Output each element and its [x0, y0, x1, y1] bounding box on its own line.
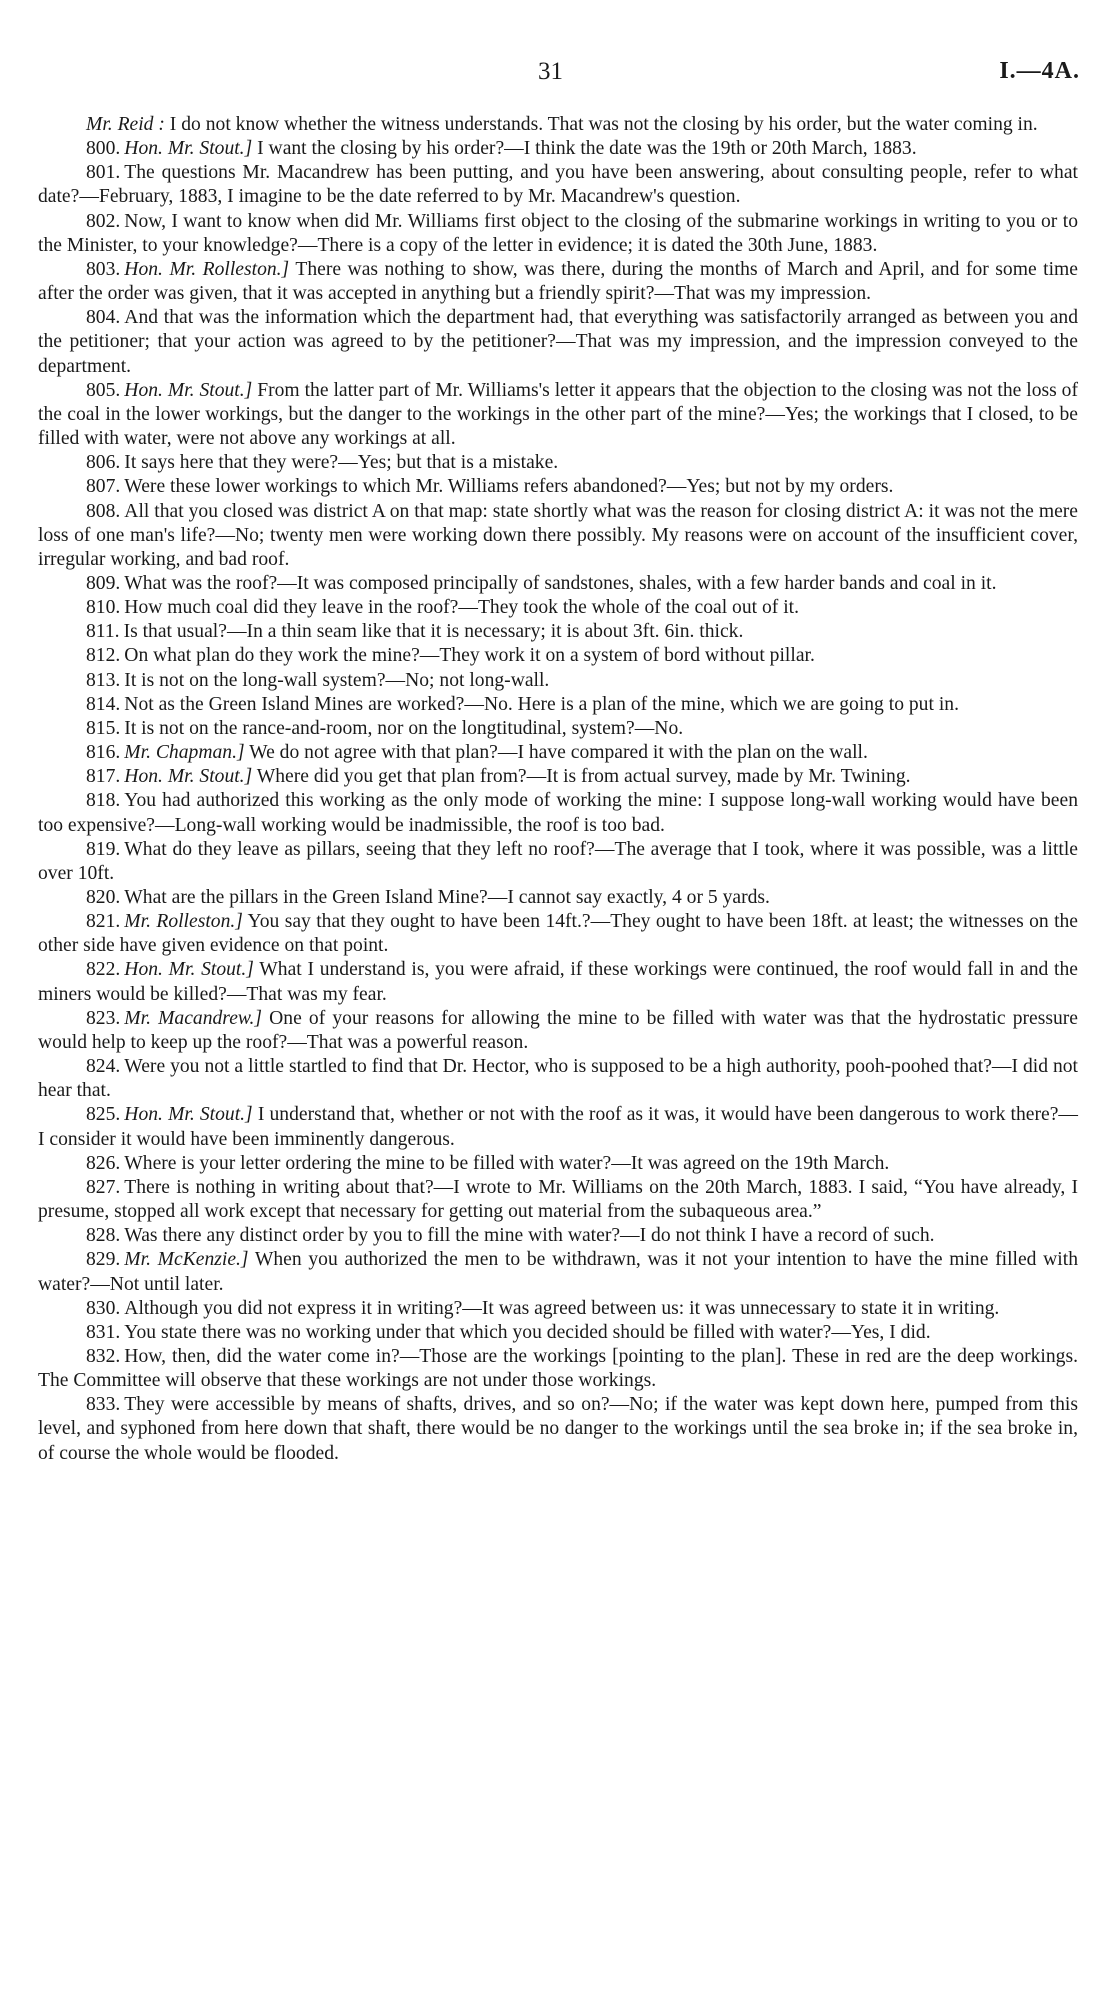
question-paragraph — [38, 258, 1078, 306]
question-number: 828. — [86, 1225, 121, 1247]
question-paragraph — [38, 500, 1078, 572]
page-number: 31 — [538, 58, 563, 85]
speaker-name: Mr. Rolleston.] — [124, 911, 243, 933]
question-paragraph — [38, 1224, 1078, 1248]
question-paragraph — [38, 1248, 1078, 1296]
question-number: 808. — [86, 500, 121, 522]
question-number: 813. — [86, 669, 121, 691]
paragraph-text: Is that usual?—In a thin seam like that it is necessary; it is about 3ft. 6in. thick. — [123, 621, 744, 643]
question-paragraph — [38, 644, 1078, 668]
paragraph-text: You say that they ought to have been 14ft.?—They ought to have been 18ft. at least; the witnesses on the other side have given evidence on that point. — [38, 911, 1079, 957]
paragraph-text: There was nothing to show, was there, during the months of March and April, and for some time after the order was given, that it was accepted in anything but a friendly spirit?—That was my impression. — [38, 258, 1078, 305]
paragraph-text: From the latter part of Mr. Williams's letter it appears that the objection to the closing was not the loss of the coal in the lower workings, but the danger to the workings in the other part of the mine?—Yes; the workings that I closed, to be filled with water, were not above any workings at all. — [38, 379, 1078, 450]
question-number: 832. — [86, 1345, 121, 1367]
question-number: 824. — [86, 1056, 121, 1078]
paragraph-text: The questions Mr. Macandrew has been putting, and you have been answering, about consulting people, refer to what date?—February, 1883, I imagine to be the date referred to by Mr. Macandrew's question. — [38, 162, 1078, 208]
paragraph-text: What are the pillars in the Green Island Mine?—I cannot say exactly, 4 or 5 yards. — [124, 887, 770, 908]
speaker-name: Mr. Macandrew.] — [124, 1007, 263, 1029]
question-number: 814. — [86, 693, 121, 715]
question-number: 805. — [86, 379, 121, 401]
paragraph-text: Were you not a little startled to find that Dr. Hector, who is supposed to be a high authority, pooh-poohed that?—I did not hear that. — [38, 1056, 1078, 1102]
question-paragraph — [38, 379, 1078, 451]
question-number: 817. — [86, 766, 121, 788]
question-number: 802. — [86, 210, 121, 232]
paragraph-text: It is not on the long-wall system?—No; not long-wall. — [124, 669, 550, 691]
page-header — [0, 58, 1114, 92]
question-paragraph — [38, 475, 1078, 499]
paragraph-text: And that was the information which the department had, that everything was satisfactorily arranged as between you and the petitioner; that your action was agreed to by the petitioner?—That was my impression, and the impression conveyed to the department. — [38, 307, 1078, 377]
question-number: 833. — [86, 1394, 121, 1416]
question-paragraph — [38, 1297, 1078, 1321]
question-number: 809. — [86, 572, 121, 594]
page-reference: I.—4A. — [999, 58, 1080, 84]
question-number: 830. — [86, 1297, 121, 1319]
paragraph-text: Where is your letter ordering the mine to be filled with water?—It was agreed on the 19th March. — [124, 1152, 890, 1174]
paragraph-text: I do not know whether the witness understands. That was not the closing by his order, but the water coming in. — [164, 114, 1038, 135]
question-paragraph — [38, 451, 1078, 475]
paragraph-text: One of your reasons for allowing the mine to be filled with water was that the hydrostatic pressure would help to keep up the roof?—That was a powerful reason. — [38, 1007, 1078, 1053]
paragraph-text: It is not on the rance-and-room, nor on the longtitudinal, system?—No. — [124, 717, 684, 739]
paragraph-text: What do they leave as pillars, seeing that they left no roof?—The average that I took, where it was possible, was a little over 10ft. — [38, 838, 1078, 884]
question-paragraph — [38, 1176, 1078, 1224]
question-paragraph — [38, 210, 1078, 258]
question-paragraph — [38, 1007, 1078, 1055]
question-number: 803. — [86, 258, 121, 280]
paragraph-text: I want the closing by his order?—I think the date was the 19th or 20th March, 1883. — [252, 138, 917, 160]
question-paragraph — [38, 161, 1078, 209]
question-number: 800. — [86, 138, 121, 160]
paragraph-text: They were accessible by means of shafts, drives, and so on?—No; if the water was kept down here, pumped from this level, and syphoned from here down that shaft, there would be no danger to the workings until the sea broke in; if the sea broke in, of course the whole would be flooded. — [38, 1394, 1078, 1464]
question-paragraph — [38, 741, 1078, 765]
question-paragraph — [38, 1393, 1078, 1465]
question-paragraph — [38, 1152, 1078, 1176]
paragraph-text: Although you did not express it in writing?—It was agreed between us: it was unnecessary to state it in writing. — [124, 1297, 1000, 1319]
paragraph-text: There is nothing in writing about that?—I wrote to Mr. Williams on the 20th March, 1883. I said, “You have already, I presume, stopped all work except that necessary for getting out material from the subaqueous area.” — [38, 1176, 1078, 1223]
speaker-name: Hon. Mr. Stout.] — [124, 1104, 253, 1126]
question-paragraph — [38, 958, 1078, 1006]
paragraph-text: You state there was no working under that which you decided should be filled with water?—Yes, I did. — [124, 1321, 931, 1343]
paragraph-text: All that you closed was district A on that map: state shortly what was the reason for closing district A: it was not the mere loss of one man's life?—No; twenty men were working down there possibly. My reasons were on account of the insufficient cover, irregular working, and bad roof. — [38, 500, 1078, 570]
question-number: 806. — [86, 452, 121, 474]
question-paragraph — [38, 910, 1078, 958]
question-number: 818. — [86, 790, 121, 812]
question-number: 816. — [86, 742, 121, 764]
speaker-name: Hon. Mr. Stout.] — [124, 766, 253, 788]
paragraph-text: You had authorized this working as the only mode of working the mine: I suppose long-wall working would have been too expensive?—Long-wall working would be inadmissible, the roof is too bad. — [38, 790, 1078, 836]
paragraph-text: It says here that they were?—Yes; but that is a mistake. — [124, 452, 559, 474]
question-paragraph — [38, 137, 1078, 161]
question-number: 821. — [86, 911, 121, 933]
question-number: 822. — [86, 959, 121, 981]
question-number: 825. — [86, 1104, 121, 1126]
question-paragraph — [38, 765, 1078, 789]
paragraph-text: How much coal did they leave in the roof?—They took the whole of the coal out of it. — [124, 597, 799, 619]
evidence-text — [38, 113, 1078, 1466]
question-number: 820. — [86, 887, 121, 908]
question-number: 826. — [86, 1152, 121, 1174]
question-paragraph — [38, 1055, 1078, 1103]
paragraph-text: Now, I want to know when did Mr. Williams first object to the closing of the submarine workings in writing to you or to the Minister, to your knowledge?—There is a copy of the letter in evidence; it is dated the 30th June, 1883. — [38, 210, 1078, 256]
paragraph-text: I understand that, whether or not with the roof as it was, it would have been dangerous to work there?—I consider it would have been imminently dangerous. — [38, 1104, 1078, 1150]
question-number: 801. — [86, 162, 121, 184]
question-paragraph — [38, 1103, 1078, 1151]
question-number: 811. — [86, 621, 120, 643]
question-paragraph — [38, 596, 1078, 620]
speaker-name: Hon. Mr. Stout.] — [124, 138, 253, 160]
question-number: 812. — [86, 645, 121, 667]
speaker-name: Mr. Chapman.] — [124, 742, 245, 764]
question-paragraph — [38, 572, 1078, 596]
paragraph-text: Were these lower workings to which Mr. Williams refers abandoned?—Yes; but not by my orders. — [124, 476, 894, 498]
question-paragraph — [38, 306, 1078, 378]
question-paragraph — [38, 886, 1078, 910]
paragraph-text: When you authorized the men to be withdrawn, was it not your intention to have the mine filled with water?—Not until later. — [38, 1249, 1078, 1295]
question-paragraph — [38, 717, 1078, 741]
question-paragraph — [38, 1321, 1078, 1345]
paragraph-text: Where did you get that plan from?—It is from actual survey, made by Mr. Twining. — [252, 766, 911, 788]
speaker-name: Hon. Mr. Stout.] — [124, 959, 254, 981]
speaker-name: Hon. Mr. Stout.] — [124, 379, 253, 401]
question-paragraph — [38, 693, 1078, 717]
question-paragraph — [38, 113, 1078, 137]
paragraph-text: Was there any distinct order by you to fill the mine with water?—I do not think I have a record of such. — [124, 1225, 935, 1247]
speaker-name: Mr. Reid : — [86, 114, 165, 135]
question-paragraph — [38, 838, 1078, 886]
paragraph-text: What I understand is, you were afraid, if these workings were continued, the roof would fall in and the miners would be killed?—That was my fear. — [38, 959, 1078, 1005]
question-number: 831. — [86, 1321, 121, 1343]
question-number: 804. — [86, 307, 121, 329]
question-number: 827. — [86, 1176, 121, 1198]
question-number: 815. — [86, 717, 121, 739]
question-paragraph — [38, 1345, 1078, 1393]
question-paragraph — [38, 789, 1078, 837]
paragraph-text: We do not agree with that plan?—I have compared it with the plan on the wall. — [244, 742, 868, 764]
speaker-name: Mr. McKenzie.] — [124, 1249, 249, 1271]
question-paragraph — [38, 620, 1078, 644]
speaker-name: Hon. Mr. Rolleston.] — [124, 258, 290, 280]
question-number: 823. — [86, 1007, 121, 1029]
question-paragraph — [38, 669, 1078, 693]
question-number: 829. — [86, 1249, 121, 1271]
paragraph-text: What was the roof?—It was composed principally of sandstones, shales, with a few harder bands and coal in it. — [124, 572, 997, 594]
question-number: 807. — [86, 476, 121, 498]
paragraph-text: How, then, did the water come in?—Those are the workings [pointing to the plan]. These in red are the deep workings. The Committee will observe that these workings are not under those workings. — [38, 1345, 1078, 1392]
paragraph-text: Not as the Green Island Mines are worked?—No. Here is a plan of the mine, which we are going to put in. — [124, 693, 959, 715]
question-number: 819. — [86, 838, 121, 860]
paragraph-text: On what plan do they work the mine?—They work it on a system of bord without pillar. — [124, 645, 815, 667]
question-number: 810. — [86, 597, 121, 619]
